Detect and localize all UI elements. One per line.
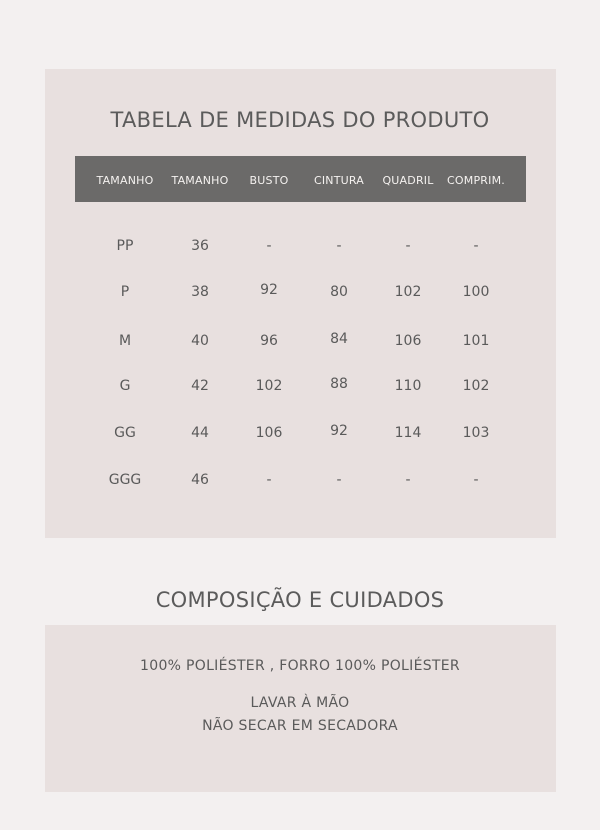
column-header: CINTURA <box>313 174 365 187</box>
column-header: COMPRIM. <box>447 174 505 187</box>
table-cell: 103 <box>462 425 490 441</box>
table-cell: - <box>266 238 272 254</box>
measurements-card <box>45 69 556 538</box>
table-cell: - <box>405 472 411 488</box>
table-cell: 102 <box>255 378 283 394</box>
care-title: COMPOSIÇÃO E CUIDADOS <box>155 588 445 612</box>
table-cell: - <box>336 472 342 488</box>
care-instruction-dry: NÃO SECAR EM SECADORA <box>202 718 398 734</box>
table-cell: 114 <box>394 425 422 441</box>
table-cell: - <box>473 472 479 488</box>
table-cell: 106 <box>255 425 283 441</box>
size-label: G <box>119 378 131 394</box>
table-cell: 106 <box>394 333 422 349</box>
column-header: BUSTO <box>249 174 289 187</box>
size-label: PP <box>116 238 134 254</box>
size-label: GG <box>114 425 136 441</box>
table-cell: 102 <box>394 284 422 300</box>
table-cell: 100 <box>462 284 490 300</box>
table-cell: 46 <box>191 472 209 488</box>
table-cell: 92 <box>330 423 348 439</box>
table-cell: 102 <box>462 378 490 394</box>
column-header: TAMANHO <box>171 174 229 187</box>
table-cell: 38 <box>191 284 209 300</box>
size-label: P <box>120 284 130 300</box>
table-cell: 44 <box>191 425 209 441</box>
table-cell: 88 <box>330 376 348 392</box>
table-cell: 101 <box>462 333 490 349</box>
table-cell: - <box>405 238 411 254</box>
table-cell: - <box>473 238 479 254</box>
care-instruction-wash: LAVAR À MÃO <box>250 695 350 711</box>
table-cell: 42 <box>191 378 209 394</box>
measurements-title: TABELA DE MEDIDAS DO PRODUTO <box>110 108 490 132</box>
column-header: QUADRIL <box>382 174 434 187</box>
size-label: M <box>118 333 132 349</box>
table-cell: 84 <box>330 331 348 347</box>
table-cell: 92 <box>260 282 278 298</box>
table-cell: 110 <box>394 378 422 394</box>
table-cell: - <box>336 238 342 254</box>
table-cell: 96 <box>260 333 278 349</box>
table-cell: 36 <box>191 238 209 254</box>
composition-text: 100% POLIÉSTER , FORRO 100% POLIÉSTER <box>140 658 460 674</box>
table-cell: 80 <box>330 284 348 300</box>
table-cell: - <box>266 472 272 488</box>
table-cell: 40 <box>191 333 209 349</box>
size-label: GGG <box>108 472 142 488</box>
column-header: TAMANHO <box>96 174 154 187</box>
